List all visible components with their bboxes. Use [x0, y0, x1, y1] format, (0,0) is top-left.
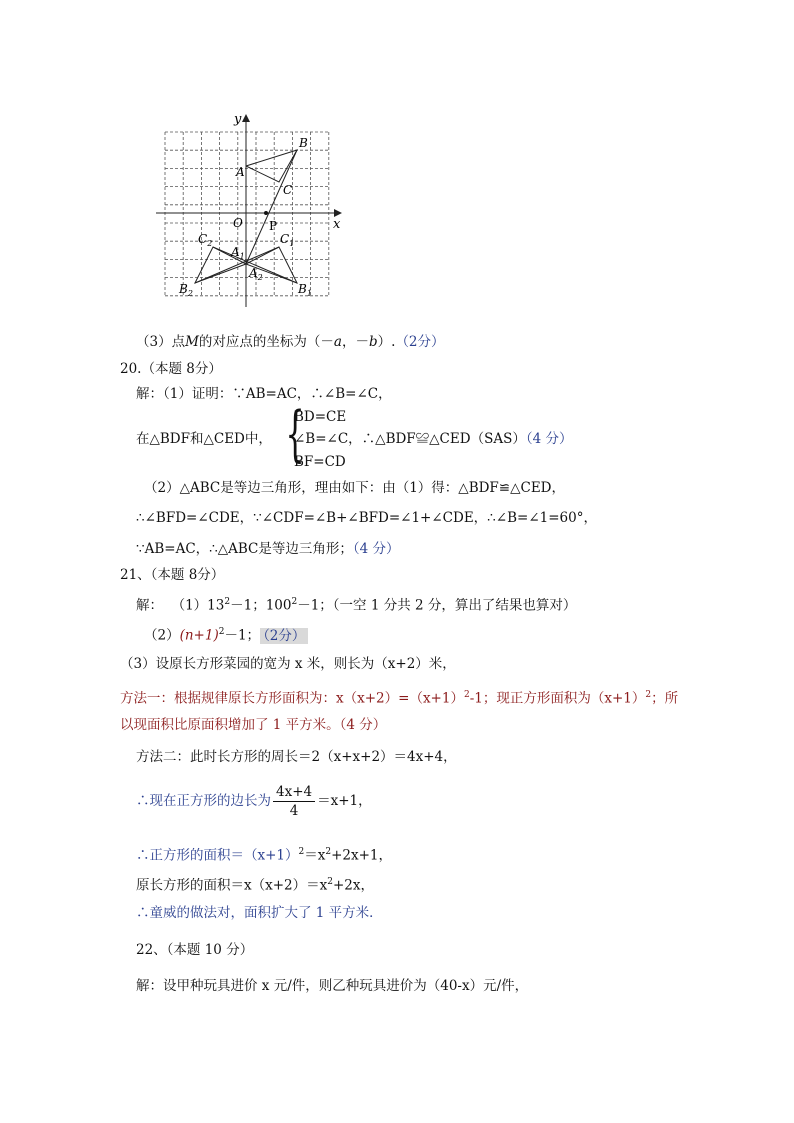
q19-text: 的对应点的坐标为（－ [198, 334, 334, 350]
q21-part1-c: －1；（一空 1 分共 2 分，算出了结果也算对） [297, 597, 577, 614]
q20-line5 [136, 540, 400, 558]
q20-system-eq1: BD=CE [294, 409, 347, 425]
q20-score-1: （4 分） [525, 431, 573, 447]
q20-score-2: （4 分） [352, 541, 400, 557]
q19-a: a [333, 334, 342, 350]
q21-m3-result: ＝x+1， [317, 793, 372, 809]
q21-method2-line1: 方法二：此时长方形的周长＝2（x+x+2）＝4x+4， [136, 749, 457, 765]
label-b1: $B_1$ [298, 282, 312, 298]
q20-line1: 解：（1）证明：∵AB=AC，∴∠B=∠C， [136, 386, 392, 402]
q20-system-eq3: BF=CD [294, 454, 346, 470]
q21-title: 21、（本题 8分） [120, 567, 225, 583]
label-o: O [233, 216, 243, 230]
label-x: x [333, 217, 341, 232]
q20-line4: ∴∠BFD=∠CDE，∵∠CDF=∠B+∠BFD=∠1+∠CDE，∴∠B=∠1=60°， [136, 510, 597, 526]
q21-part1-b: －1；100 [230, 597, 292, 614]
q19-m: M [185, 334, 199, 350]
q21-m4-a: ∴正方形的面积＝（x+1） [136, 847, 299, 864]
q20-line5-text: ∵AB=AC，∴△ABC是等边三角形； [136, 541, 353, 557]
q21-jie: 解： [136, 597, 163, 614]
q21-m4-c: +2x+1， [331, 847, 393, 864]
q21-part2-score: （2分） [260, 628, 308, 644]
q21-method2-line2 [136, 783, 372, 820]
q21-sup: 2 [645, 690, 652, 700]
q20-line2: 在△BDF和△CED中， [136, 431, 272, 447]
q21-method2-line3 [136, 843, 392, 865]
point-p [264, 211, 268, 215]
q21-part2-label: （2） [144, 627, 180, 644]
label-a1: $A_1$ [231, 245, 245, 261]
q21-m4-b: ＝x [304, 847, 326, 864]
y-axis-arrow [242, 114, 250, 122]
q21-sup: 2 [325, 847, 332, 857]
q21-line1 [136, 593, 576, 615]
q21-part2-expr: (n+1) [179, 627, 219, 644]
label-c1: $C_1$ [280, 232, 295, 248]
q20-system-eq2 [294, 430, 572, 448]
q21-m3-text: ∴现在正方形的边长为 [136, 793, 271, 809]
q21-sup: 2 [298, 847, 305, 857]
q20-line3: （2）△ABC是等边三角形，理由如下：由（1）得：△BDF≌△CED， [144, 480, 566, 496]
label-b: B [299, 136, 308, 150]
q21-line2 [144, 623, 308, 645]
label-y: y [234, 112, 242, 127]
q19-part3-line [136, 333, 445, 351]
q21-m5-b: +2x， [332, 877, 374, 894]
q21-fraction [273, 783, 315, 820]
label-p: P [269, 219, 278, 233]
q21-m1-a: 方法一：根据规律原长方形面积为：x（x+2）=（x+1） [120, 690, 464, 707]
dashed-grid [165, 132, 329, 296]
q19-score: （2分） [395, 334, 445, 350]
q21-part2-rest: －1； [224, 627, 261, 644]
q21-m5-a: 原长方形的面积＝x（x+2）＝x [136, 877, 328, 894]
q19-text: ，－ [341, 334, 369, 350]
q21-m1-b: -1；现正方形面积为（x+1） [469, 690, 646, 707]
q21-sup: 2 [224, 597, 231, 607]
label-b2: $B_2$ [179, 282, 193, 298]
x-axis-arrow [334, 209, 342, 217]
q21-method2-line4 [136, 873, 374, 895]
q21-method1-line2: 以现面积比原面积增加了 1 平方米。（4 分） [120, 717, 387, 733]
label-c: C [283, 183, 293, 197]
q21-line3: （3）设原长方形菜园的宽为 x 米，则长为（x+2）米， [120, 656, 456, 672]
label-a2: $A_2$ [249, 266, 263, 282]
fraction-numerator: 4x+4 [273, 783, 315, 802]
q21-sup: 2 [218, 627, 225, 637]
q22-line1: 解：设甲种玩具进价 x 元/件，则乙种玩具进价为（40-x）元/件， [136, 978, 529, 994]
fraction-denominator: 4 [289, 803, 299, 819]
q22-title: 22、（本题 10 分） [136, 942, 254, 958]
coordinate-figure [150, 112, 350, 307]
q21-conclusion: ∴童威的做法对，面积扩大了 1 平方米． [136, 905, 383, 921]
system-brace: { [285, 399, 305, 469]
q19-b: b [368, 334, 378, 350]
q19-text: ）. [377, 334, 396, 350]
q19-text: （3）点 [136, 334, 186, 350]
q21-m1-c: ；所 [651, 690, 679, 707]
label-c2: $C_2$ [198, 232, 213, 248]
q21-sup: 2 [327, 877, 333, 887]
label-a: A [236, 165, 245, 179]
q20-system-eq2-text: ∠B=∠C，∴△BDF≌△CED（SAS） [294, 431, 526, 447]
q21-method1-line1 [120, 686, 678, 708]
q21-sup: 2 [291, 597, 298, 607]
q20-title: 20.（本题 8分） [120, 361, 222, 377]
q21-sup: 2 [463, 690, 470, 700]
q21-part1-a: （1）13 [171, 597, 225, 614]
